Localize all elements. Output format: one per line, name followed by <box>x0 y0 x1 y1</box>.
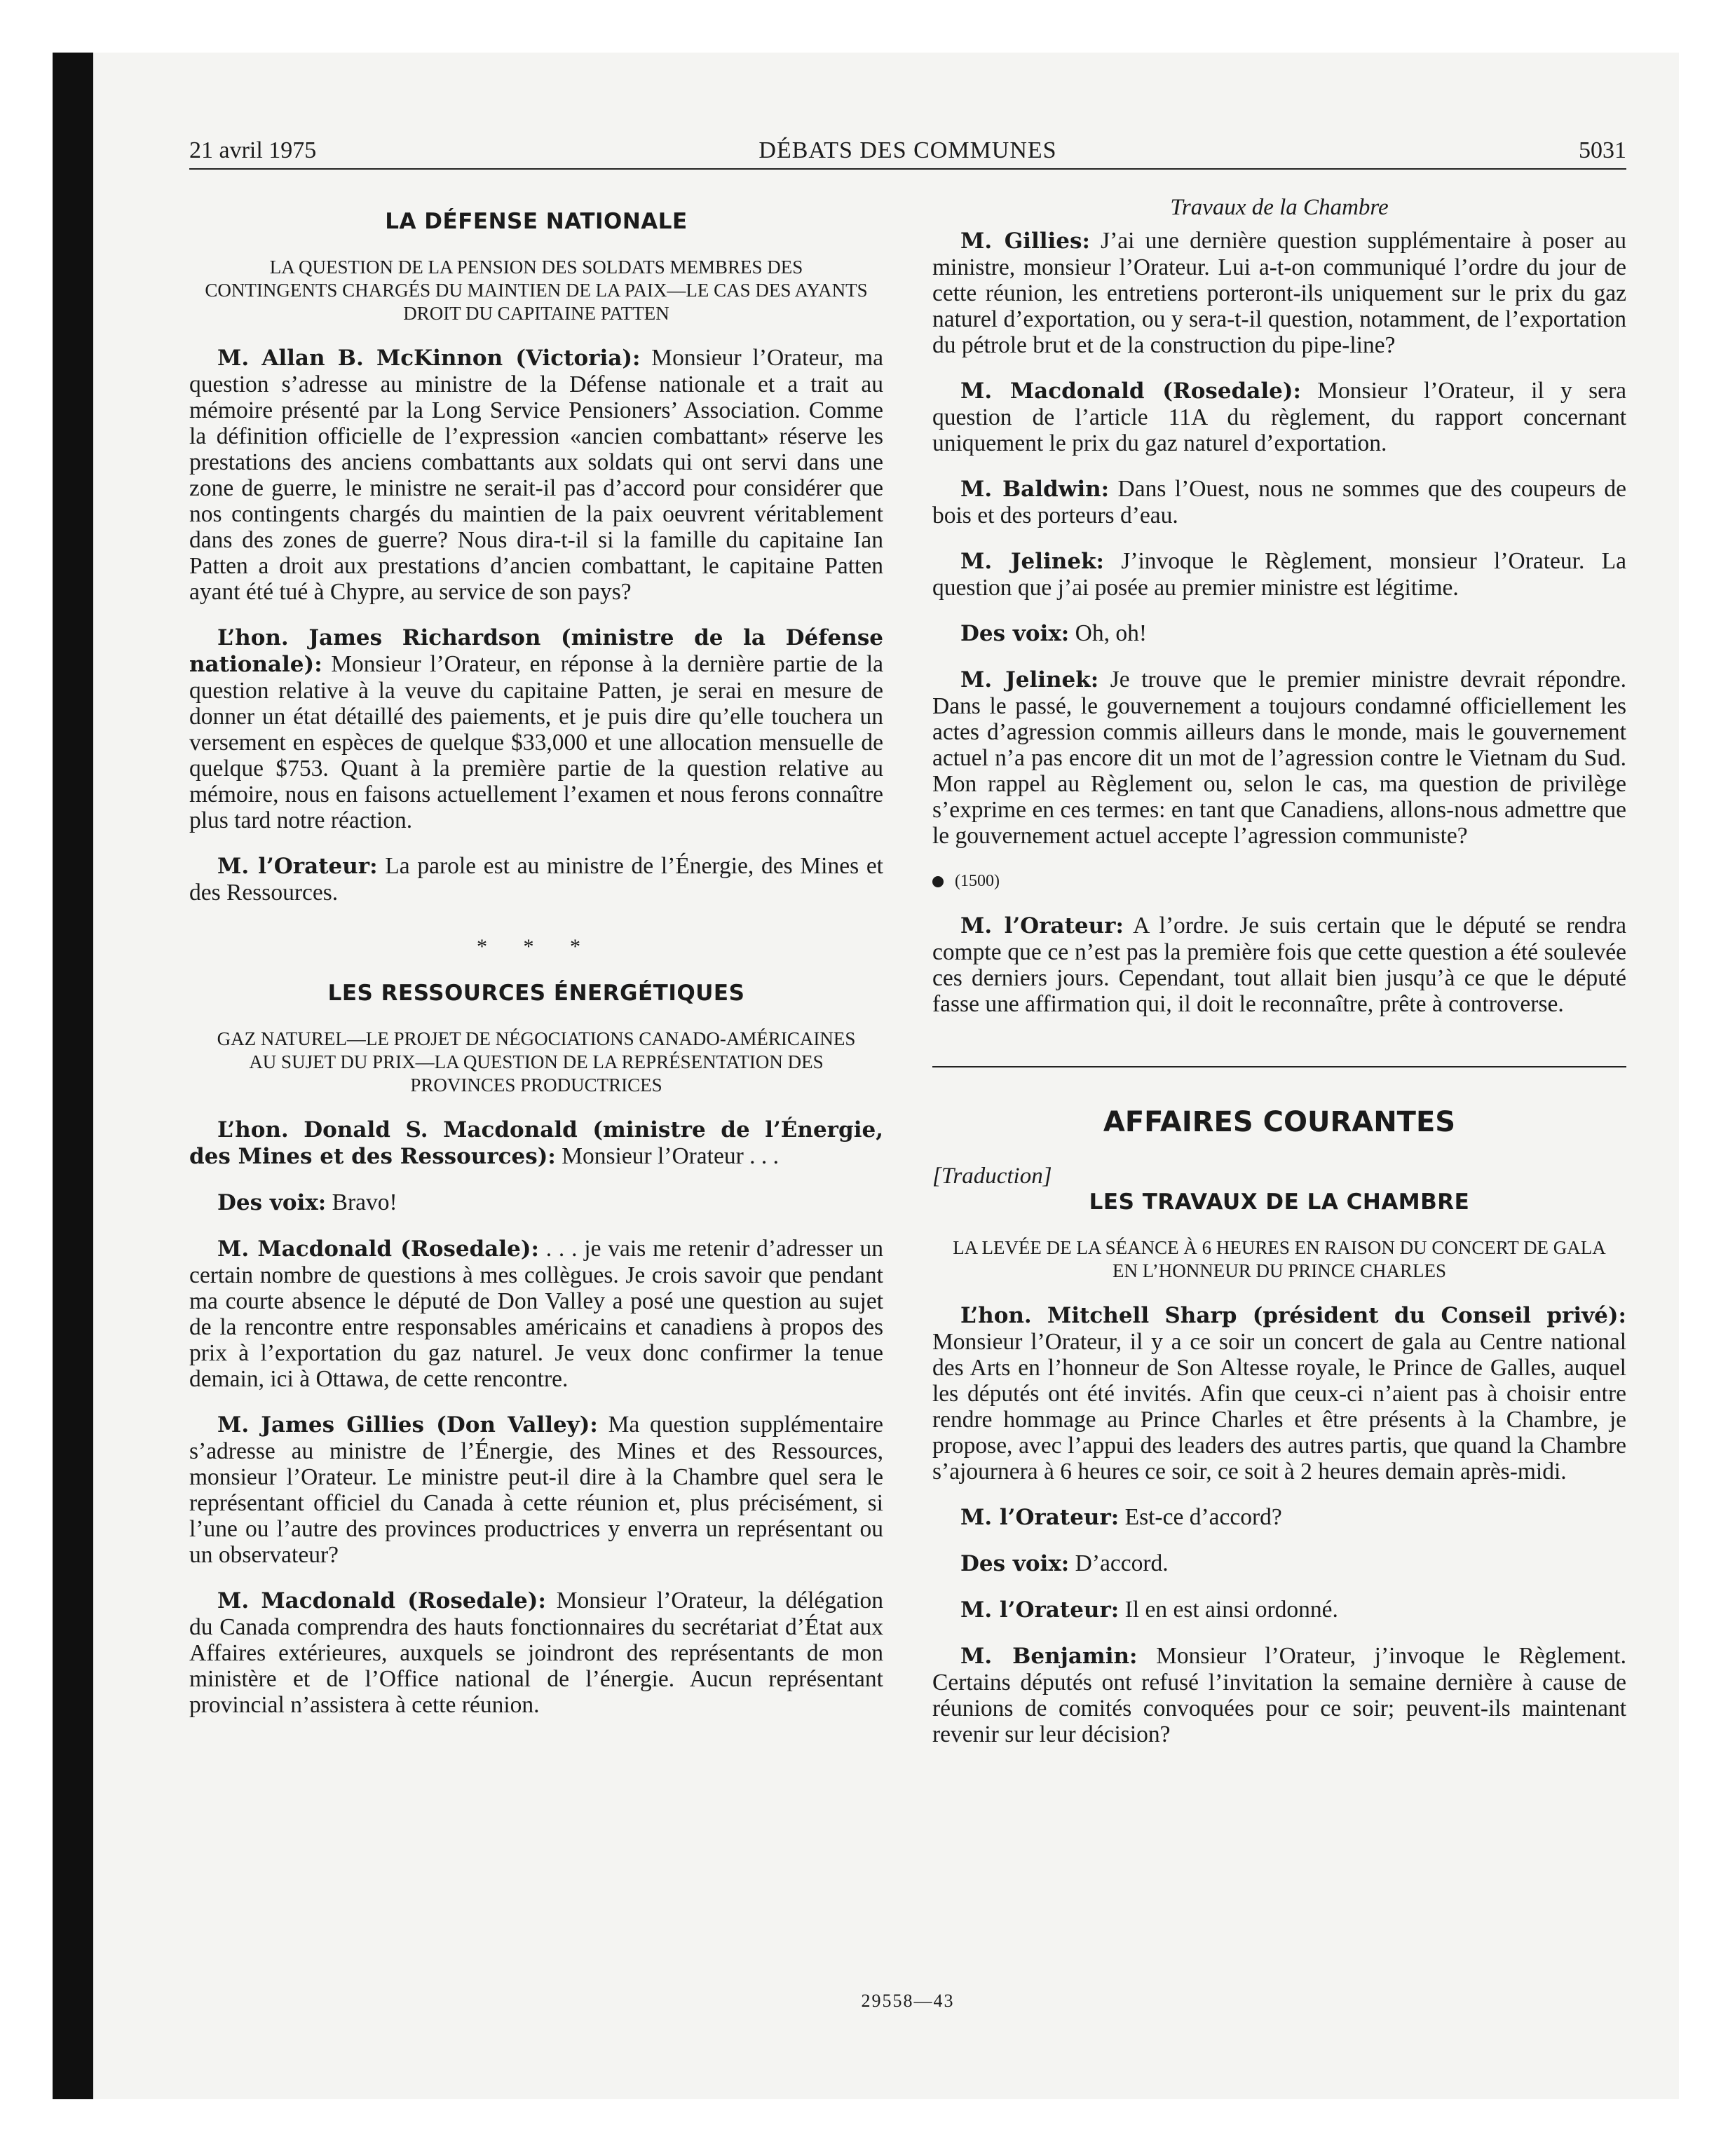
speech-text: Oh, oh! <box>1069 620 1147 646</box>
speaker: L’hon. Mitchell Sharp (président du Conseil privé): <box>960 1303 1626 1328</box>
paragraph <box>932 913 1626 1017</box>
speech-text: Monsieur l’Orateur, il y sera question de l’article 11A du règlement, du rapport concernant uniquement le prix du gaz naturel d’exportation. <box>932 378 1626 456</box>
speech-text: . . . je vais me retenir d’adresser un certain nombre de questions à mes collègues. Je crois savoir que pendant ma courte absence le député de Don Valley a posé une question au sujet de la rencontre entre responsables américains et canadiens à propos des prix à l’exportation du gaz naturel. Je veux donc confirmer la tenue demain, ici à Ottawa, de cette rencontre. <box>189 1236 883 1392</box>
speaker: M. Macdonald (Rosedale): <box>217 1236 539 1262</box>
speech-text: Monsieur l’Orateur, en réponse à la dernière partie de la question relative à la veuve du capitaine Patten, je serai en mesure de donner un état détaillé des paiements, et je puis dire qu’elle touchera un versement en espèces de quelque $33,000 et une allocation mensuelle de quelque $753. Quant à la première partie de la question relative au mémoire, nous en faisons actuellement l’examen et nous ferons connaître plus tard notre réaction. <box>189 651 883 833</box>
speaker: M. l’Orateur: <box>960 1505 1120 1530</box>
speech-text: J’ai une dernière question supplémentaire à poser au ministre, monsieur l’Orateur. Lui a-t-on communiqué l’ordre du jour de cette réunion, les entretiens porteront-ils uniquement sur le prix du gaz naturel d’exportation, ou y sera-t-il question, notamment, de l’exportation du pétrole brut et de la construction du pipe-line? <box>932 228 1626 358</box>
speech-text: Monsieur l’Orateur . . . <box>555 1143 779 1169</box>
paragraph <box>189 625 883 833</box>
paragraph <box>932 667 1626 849</box>
speaker: Des voix: <box>217 1190 327 1215</box>
section-heading-house: LES TRAVAUX DE LA CHAMBRE <box>1089 1189 1470 1215</box>
paragraph <box>189 1236 883 1392</box>
speaker: Des voix: <box>960 621 1070 646</box>
speaker: M. Gillies: <box>960 228 1090 254</box>
paragraph <box>932 1504 1626 1531</box>
speech-text: Dans l’Ouest, nous ne sommes que des coupeurs de bois et des porteurs d’eau. <box>932 476 1626 528</box>
timestamp-text: (1500) <box>955 872 1000 890</box>
translation-note: [Traduction] <box>932 1164 1052 1189</box>
paragraph <box>932 548 1626 601</box>
footer-code: 29558—43 <box>861 1991 955 2011</box>
header-page-number: 5031 <box>1579 137 1626 163</box>
left-column <box>189 196 883 1738</box>
section-separator: * * * <box>477 935 596 958</box>
speaker: M. Macdonald (Rosedale): <box>960 378 1301 404</box>
scan-edge <box>53 53 93 2099</box>
speaker: M. l’Orateur: <box>960 1597 1120 1623</box>
section-heading-business: AFFAIRES COURANTES <box>1103 1106 1456 1138</box>
running-title: Travaux de la Chambre <box>1170 195 1389 220</box>
speech-text: La parole est au ministre de l’Énergie, des Mines et des Ressources. <box>189 853 883 906</box>
speech-text: Monsieur l’Orateur, ma question s’adresse au ministre de la Défense nationale et a trait au mémoire présenté par la Long Service Pensioners’ Association. Comme la définition officielle de l’expression «ancien combattant» réserve les prestations des anciens combattants aux soldats qui ont servi dans une zone de guerre, le ministre ne serait-il pas d’accord pour considérer que nos contingents chargés du maintien de la paix oeuvrent véritablement dans des zones de guerre? Nous dira-t-il si la famille du capitaine Ian Patten a droit aux prestations d’ancien combattant, le capitaine Patten ayant été tué à Chypre, au service de son pays? <box>189 345 883 605</box>
speaker: M. James Gillies (Don Valley): <box>217 1412 598 1438</box>
speech-text: Il en est ainsi ordonné. <box>1119 1597 1338 1623</box>
subheading-gas: GAZ NATUREL—LE PROJET DE NÉGOCIATIONS CANADO-AMÉRICAINES AU SUJET DU PRIX—LA QUESTION DE LA REPRÉSENTATION DES PROVINCES PRODUCTRICES <box>217 1028 856 1096</box>
speaker: M. Jelinek: <box>960 667 1099 692</box>
speech-text: Je trouve que le premier ministre devrait répondre. Dans le passé, le gouvernement a toujours condamné officiellement les actes d’agression commis ailleurs dans le monde, mais le gouvernement actuel n’a pas encore dit un mot de l’agression contre le Vietnam du Sud. Mon rappel au Règlement ou, selon le cas, ma question de privilège s’exprime en ces termes: en tant que Canadiens, allons-nous admettre que le gouvernement actuel accepte l’agression communiste? <box>932 667 1626 849</box>
speaker: M. l’Orateur: <box>960 913 1124 939</box>
running-header <box>189 133 1626 170</box>
speech-text: Monsieur l’Orateur, j’invoque le Règlement. Certains députés ont refusé l’invitation la semaine dernière à cause de réunions de comités convoquées pour ce soir; peuvent-ils maintenant revenir sur leur décision? <box>932 1643 1626 1747</box>
speech-text: Est-ce d’accord? <box>1119 1504 1282 1530</box>
paragraph <box>189 1189 883 1216</box>
header-title: DÉBATS DES COMMUNES <box>758 137 1057 163</box>
speaker: M. Jelinek: <box>960 549 1104 574</box>
speaker: L’hon. Donald S. Macdonald (ministre de l’Énergie, des Mines et des Ressources): <box>189 1117 883 1169</box>
speech-text: A l’ordre. Je suis certain que le député se rendra compte que ce n’est pas la première fois que cette question a été soulevée ces derniers jours. Cependant, tout allait bien jusqu’à ce que le député fasse une affirmation qui, il doit le reconnaître, prête à controverse. <box>932 913 1626 1017</box>
speaker: L’hon. James Richardson (ministre de la Défense nationale): <box>189 625 883 677</box>
paragraph <box>932 1643 1626 1747</box>
horizontal-rule <box>932 1066 1626 1067</box>
subheading-concert: LA LEVÉE DE LA SÉANCE À 6 HEURES EN RAISON DU CONCERT DE GALA EN L’HONNEUR DU PRINCE CHARLES <box>953 1237 1606 1281</box>
subheading-pension: LA QUESTION DE LA PENSION DES SOLDATS MEMBRES DES CONTINGENTS CHARGÉS DU MAINTIEN DE LA PAIX—LE CAS DES AYANTS DROIT DU CAPITAINE PATTEN <box>205 257 868 324</box>
paragraph <box>189 1412 883 1568</box>
speech-text: Bravo! <box>326 1189 397 1215</box>
paragraph <box>932 228 1626 358</box>
speaker: M. Macdonald (Rosedale): <box>217 1588 546 1613</box>
paragraph <box>932 1597 1626 1623</box>
speech-text: Ma question supplémentaire s’adresse au ministre de l’Énergie, des Mines et des Ressources, monsieur l’Orateur. Le ministre peut-il dire à la Chambre quel sera le représentant officiel du Canada à cette réunion et, plus précisément, si l’une ou l’autre des provinces productrices y enverra un représentant ou un observateur? <box>189 1412 883 1568</box>
section-heading-defense: LA DÉFENSE NATIONALE <box>385 209 688 234</box>
paragraph <box>932 1550 1626 1577</box>
paragraph <box>932 1302 1626 1485</box>
speech-text: J’invoque le Règlement, monsieur l’Orateur. La question que j’ai posée au premier ministre est légitime. <box>932 548 1627 601</box>
paragraph <box>189 345 883 605</box>
speaker: M. Allan B. McKinnon (Victoria): <box>217 346 641 371</box>
speech-text: D’accord. <box>1069 1550 1169 1576</box>
page <box>189 133 1626 2026</box>
header-date: 21 avril 1975 <box>189 137 317 163</box>
speaker: M. Benjamin: <box>960 1644 1138 1669</box>
right-column <box>932 195 1626 1767</box>
timestamp <box>932 868 1626 894</box>
paragraph <box>932 476 1626 528</box>
speaker: Des voix: <box>960 1551 1070 1576</box>
speech-text: Monsieur l’Orateur, il y a ce soir un concert de gala au Centre national des Arts en l’honneur de Son Altesse royale, le Prince de Galles, auquel les députés ont été invités. Afin que ceux-ci n’aient pas à choisir entre rendre hommage au Prince Charles et être présents à la Chambre, je propose, avec l’appui des leaders des autres partis, que quand la Chambre s’ajournera à 6 heures ce soir, ce soit à 2 heures demain après-midi. <box>932 1329 1626 1485</box>
bullet-icon <box>932 876 944 887</box>
paragraph <box>189 1117 883 1170</box>
speaker: M. l’Orateur: <box>217 854 378 879</box>
speech-text: Monsieur l’Orateur, la délégation du Canada comprendra des hauts fonctionnaires du secrétariat d’État aux Affaires extérieures, auxquels se joindront des représentants de mon ministère et de l’Office national de l’énergie. Aucun représentant provincial n’assistera à cette réunion. <box>189 1588 883 1718</box>
paragraph <box>189 1588 883 1718</box>
speaker: M. Baldwin: <box>960 477 1110 502</box>
paragraph <box>932 378 1626 456</box>
section-heading-energy: LES RESSOURCES ÉNERGÉTIQUES <box>327 981 745 1006</box>
paragraph <box>189 853 883 906</box>
paragraph <box>932 620 1626 647</box>
